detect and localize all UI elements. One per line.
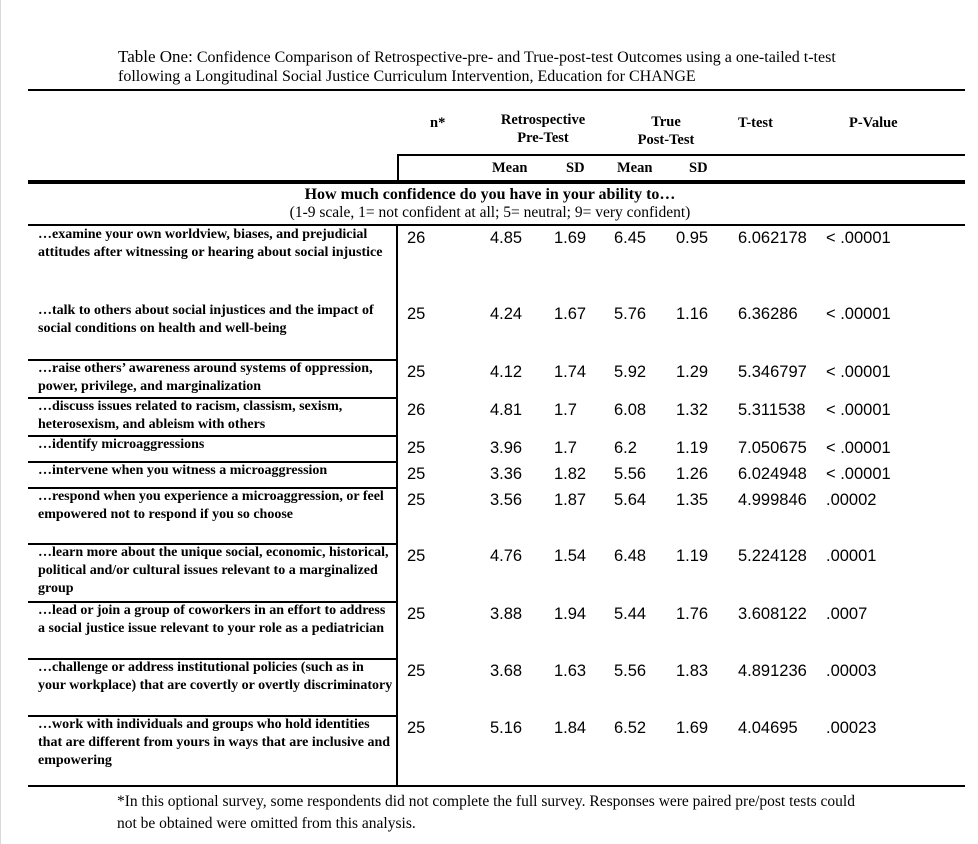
cell-post-mean: 6.52 [614, 719, 647, 737]
cell-pre-sd: 1.94 [554, 605, 587, 623]
cell-pre-mean: 4.81 [490, 401, 523, 419]
cell-pre-mean: 3.88 [490, 605, 523, 623]
row-item-text: …intervene when you witness a microaggression [38, 463, 328, 478]
cell-t: 4.891236 [738, 662, 807, 680]
row-separator [28, 487, 397, 489]
cell-p: < .00001 [826, 465, 891, 483]
cell-t: 5.346797 [738, 363, 807, 381]
cell-post-sd: 1.19 [676, 439, 709, 457]
cell-n: 25 [407, 305, 426, 323]
row-item-text: …challenge or address institutional policies (such as in your workplace) that are covertly or overtly discriminatory [38, 660, 393, 693]
cell-t: 6.024948 [738, 465, 807, 483]
cell-t: 7.050675 [738, 439, 807, 457]
bottom-rule [28, 785, 965, 787]
cell-p: < .00001 [826, 401, 891, 419]
header-pvalue: P-Value [849, 115, 898, 131]
cell-pre-sd: 1.84 [554, 719, 587, 737]
cell-post-sd: 1.76 [676, 605, 709, 623]
cell-n: 25 [407, 547, 426, 565]
header-true [610, 113, 722, 149]
cell-pre-mean: 3.68 [490, 662, 523, 680]
header-sd-post: SD [689, 160, 708, 176]
caption-text: Confidence Comparison of Retrospective-pre- and True-post-test Outcomes using a one-tailed t-test following a Longitudinal Social Justice Curriculum Intervention, Education for CHANGE [118, 49, 836, 85]
header-retro [480, 111, 606, 147]
header-mean-post: Mean [617, 160, 653, 176]
header-mean-pre: Mean [492, 160, 528, 176]
item-column-divider [396, 224, 398, 786]
cell-post-mean: 6.45 [614, 229, 647, 247]
cell-t: 5.224128 [738, 547, 807, 565]
cell-pre-sd: 1.69 [554, 229, 587, 247]
cell-n: 25 [407, 491, 426, 509]
cell-pre-sd: 1.74 [554, 363, 587, 381]
cell-t: 4.04695 [738, 719, 798, 737]
cell-post-sd: 0.95 [676, 229, 709, 247]
subheader-rule [397, 154, 965, 156]
cell-post-mean: 5.76 [614, 305, 647, 323]
scale-text: (1-9 scale, 1= not confident at all; 5= neutral; 9= very confident) [289, 204, 691, 221]
cell-p: < .00001 [826, 229, 891, 247]
cell-n: 25 [407, 439, 426, 457]
cell-p: .00003 [826, 662, 877, 680]
header-retro-line1: Retrospective [500, 112, 586, 128]
cell-pre-sd: 1.54 [554, 547, 587, 565]
cell-pre-mean: 4.85 [490, 229, 523, 247]
row-separator [28, 461, 397, 463]
cell-p: .0007 [826, 605, 868, 623]
cell-pre-sd: 1.7 [554, 401, 577, 419]
cell-post-mean: 6.08 [614, 401, 647, 419]
row-separator [28, 658, 397, 660]
cell-pre-mean: 4.12 [490, 363, 523, 381]
cell-t: 4.999846 [738, 491, 807, 509]
cell-p: .00002 [826, 491, 877, 509]
cell-pre-sd: 1.7 [554, 439, 577, 457]
cell-pre-mean: 5.16 [490, 719, 523, 737]
cell-n: 25 [407, 465, 426, 483]
header-true-line2: Post-Test [637, 132, 695, 148]
cell-n: 25 [407, 662, 426, 680]
cell-pre-sd: 1.63 [554, 662, 587, 680]
cell-pre-mean: 4.24 [490, 305, 523, 323]
cell-p: .00001 [826, 547, 877, 565]
row-separator [28, 543, 397, 545]
footnote: *In this optional survey, some respondents did not complete the full survey. Responses were paired pre/post tests could not be obtained were omitted from this analysis. [117, 793, 855, 832]
cell-pre-mean: 3.36 [490, 465, 523, 483]
row-item-text: …identify microaggressions [38, 437, 205, 452]
header-true-line1: True [651, 114, 681, 130]
question-prompt [200, 185, 780, 222]
top-rule [28, 89, 965, 91]
header-ttest: T-test [738, 115, 773, 131]
cell-post-sd: 1.35 [676, 491, 709, 509]
row-item-text: …raise others’ awareness around systems of oppression, power, privilege, and marginalization [38, 361, 373, 394]
cell-pre-sd: 1.87 [554, 491, 587, 509]
row-separator [28, 435, 397, 437]
cell-n: 26 [407, 229, 426, 247]
cell-pre-mean: 3.56 [490, 491, 523, 509]
cell-n: 25 [407, 605, 426, 623]
table-caption [118, 47, 858, 86]
cell-post-sd: 1.69 [676, 719, 709, 737]
cell-pre-sd: 1.82 [554, 465, 587, 483]
cell-pre-mean: 3.96 [490, 439, 523, 457]
row-item-text: …lead or join a group of coworkers in an effort to address a social justice issue relevant to your role as a pediatrician [38, 603, 386, 636]
cell-post-sd: 1.32 [676, 401, 709, 419]
header-n: n* [430, 115, 446, 131]
header-retro-line2: Pre-Test [517, 130, 569, 146]
cell-n: 25 [407, 719, 426, 737]
cell-p: < .00001 [826, 439, 891, 457]
cell-post-mean: 5.56 [614, 465, 647, 483]
cell-n: 26 [407, 401, 426, 419]
row-item-text: …discuss issues related to racism, classism, sexism, heterosexism, and ableism with others [38, 399, 343, 432]
cell-n: 25 [407, 363, 426, 381]
row-separator [28, 397, 397, 399]
cell-post-sd: 1.26 [676, 465, 709, 483]
row-item-text: …work with individuals and groups who hold identities that are different from yours in ways that are inclusive and empowering [38, 717, 391, 768]
cell-post-sd: 1.16 [676, 305, 709, 323]
row-separator [28, 359, 397, 361]
cell-t: 3.608122 [738, 605, 807, 623]
cell-t: 5.311538 [738, 401, 806, 419]
caption-lead: Table One: [118, 47, 193, 66]
cell-t: 6.36286 [738, 305, 798, 323]
cell-t: 6.062178 [738, 229, 807, 247]
cell-post-sd: 1.19 [676, 547, 709, 565]
cell-p: .00023 [826, 719, 877, 737]
header-sd-pre: SD [566, 160, 585, 176]
row-separator [28, 601, 397, 603]
cell-post-sd: 1.29 [676, 363, 709, 381]
page-edge [0, 0, 1, 844]
cell-post-mean: 6.48 [614, 547, 647, 565]
cell-pre-mean: 4.76 [490, 547, 523, 565]
row-item-text: …respond when you experience a microaggression, or feel empowered not to respond if you so choose [38, 489, 384, 522]
header-thick-rule [28, 180, 965, 184]
cell-post-mean: 5.56 [614, 662, 647, 680]
cell-post-mean: 5.92 [614, 363, 647, 381]
cell-pre-sd: 1.67 [554, 305, 587, 323]
cell-post-mean: 5.64 [614, 491, 647, 509]
cell-p: < .00001 [826, 363, 891, 381]
row-separator [28, 715, 397, 717]
row-item-text: …talk to others about social injustices and the impact of social conditions on health and well-being [38, 303, 374, 336]
question-text: How much confidence do you have in your ability to… [304, 186, 676, 203]
cell-post-mean: 6.2 [614, 439, 637, 457]
row-item-text: …learn more about the unique social, economic, historical, political and/or cultural issues relevant to a marginalized group [38, 545, 389, 596]
row-item-text: …examine your own worldview, biases, and prejudicial attitudes after witnessing or hearing about social injustice [38, 227, 383, 260]
cell-post-mean: 5.44 [614, 605, 647, 623]
cell-p: < .00001 [826, 305, 891, 323]
cell-post-sd: 1.83 [676, 662, 709, 680]
